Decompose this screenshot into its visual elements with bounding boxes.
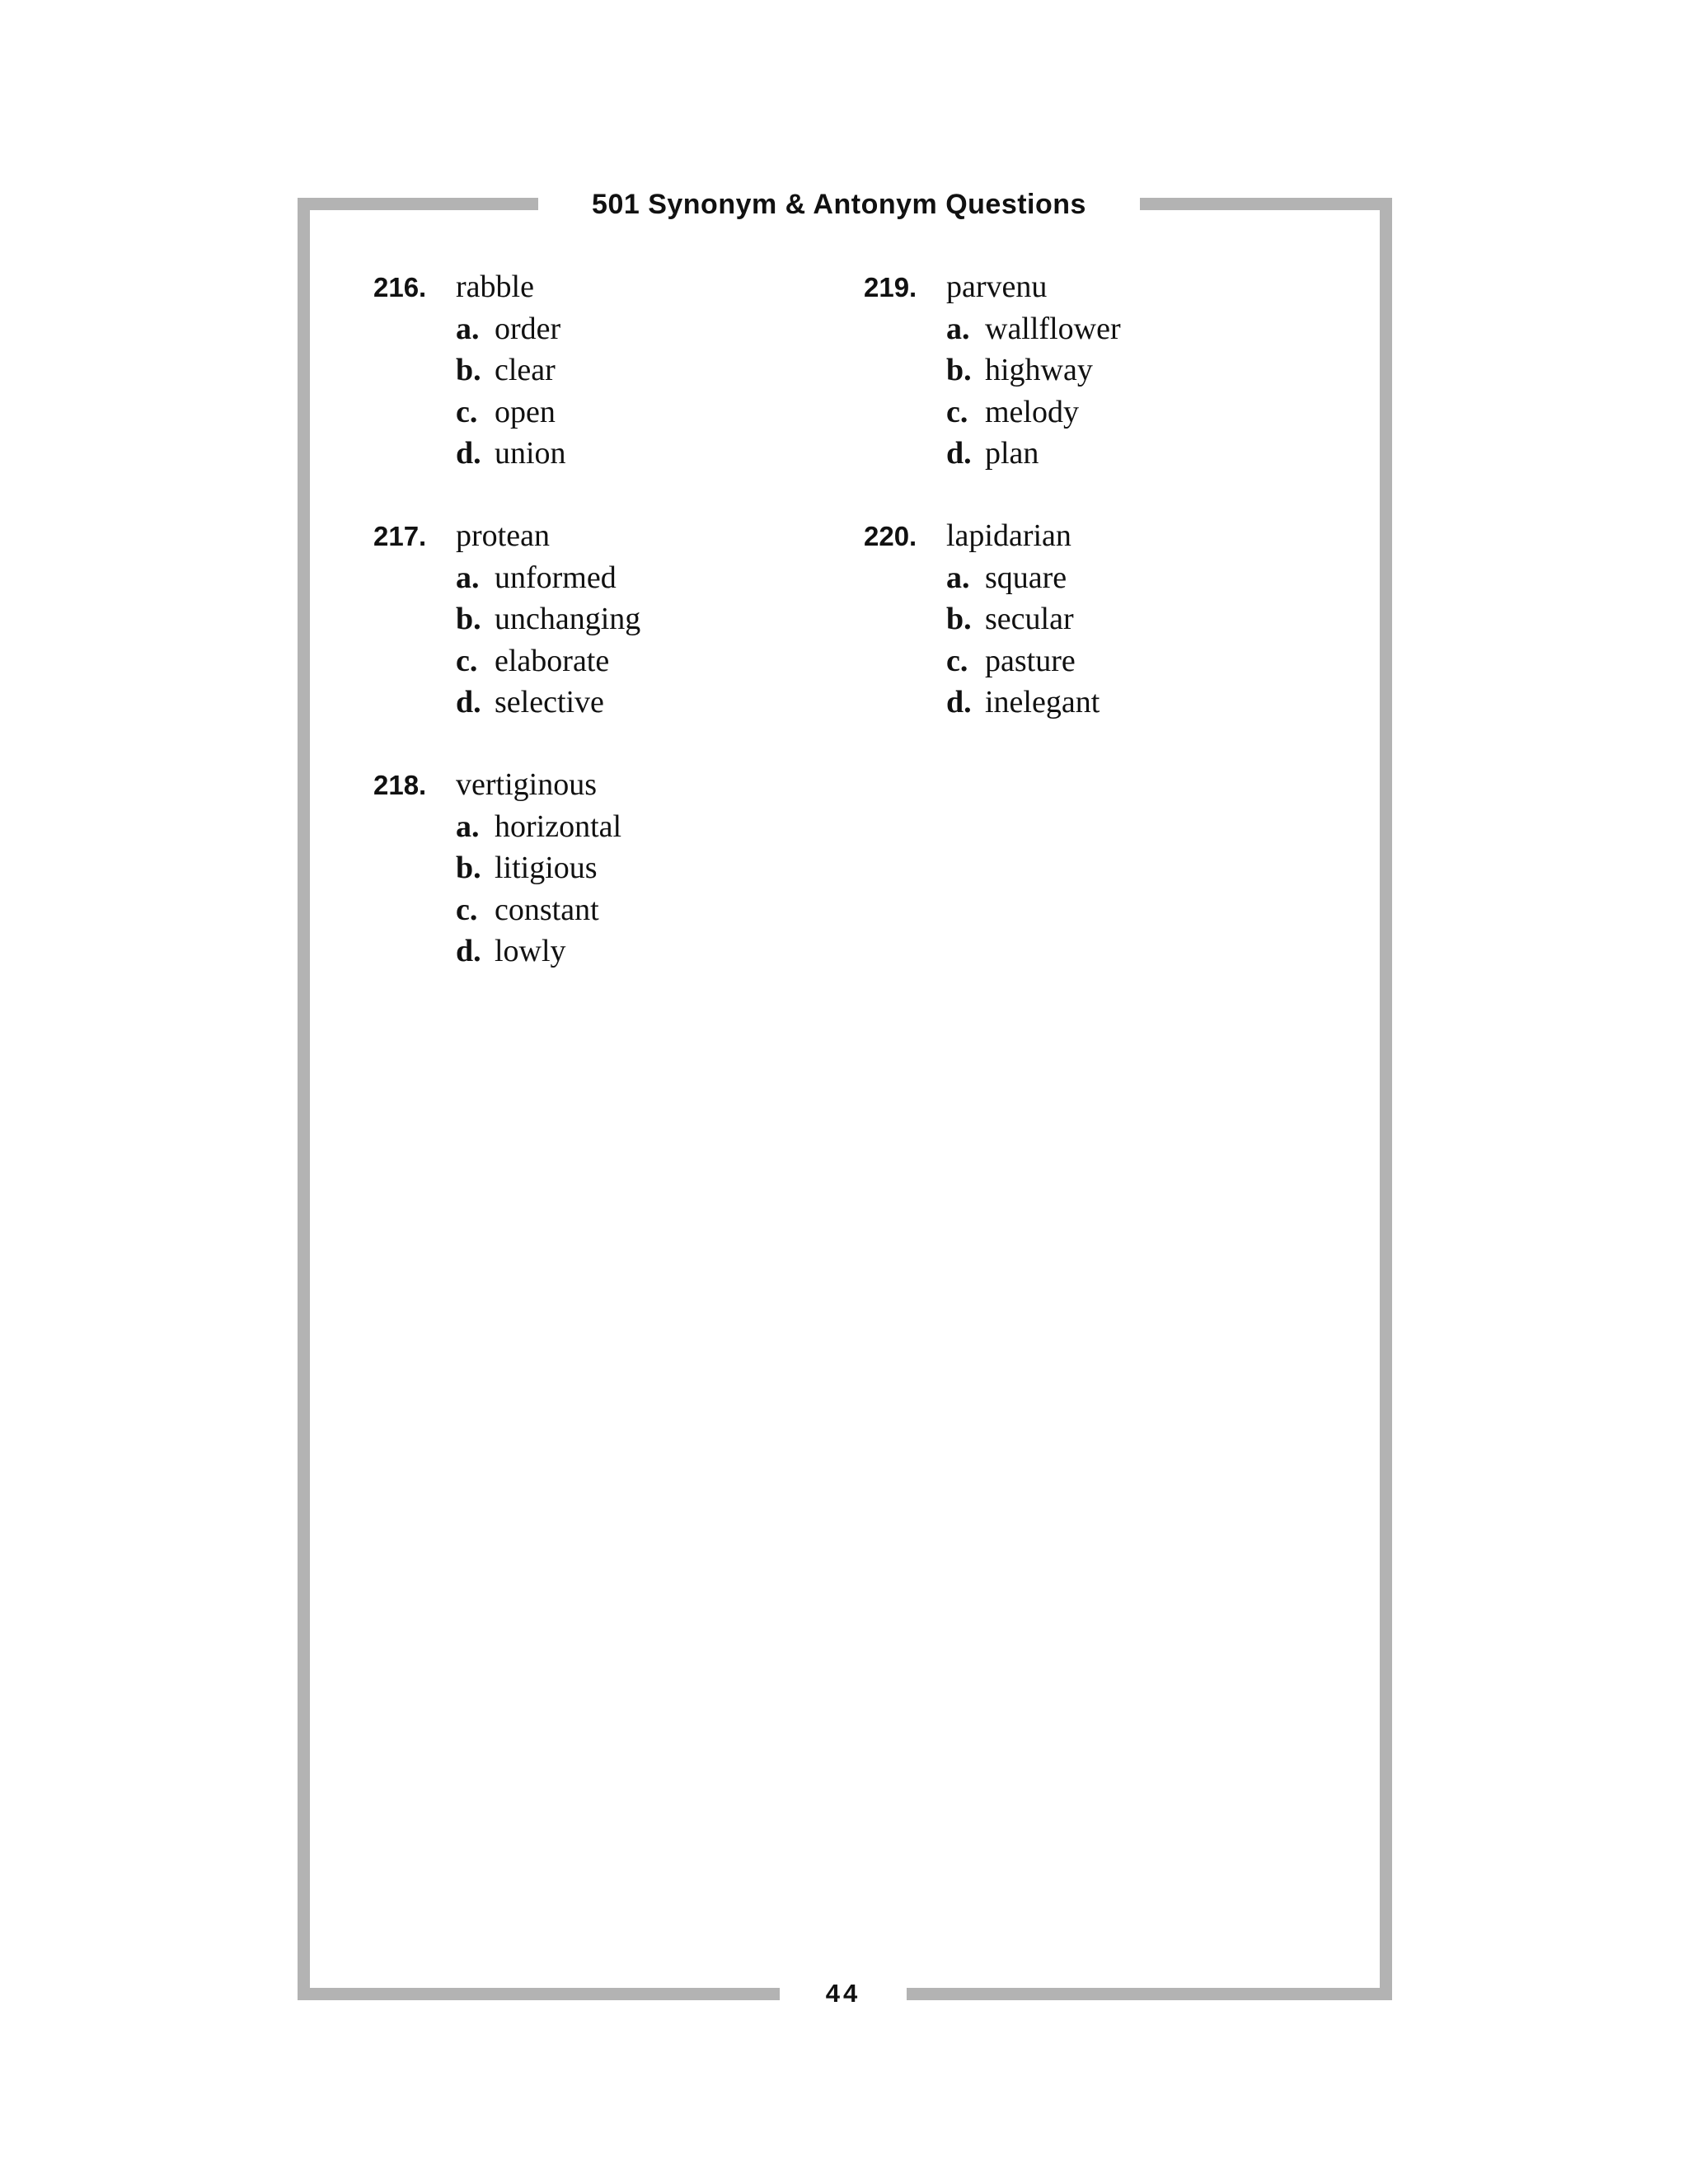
option-letter: c. (456, 892, 478, 927)
option-text: selective (495, 685, 604, 719)
question-220 (864, 515, 1292, 724)
answer-options (456, 557, 802, 724)
frame-bottom-right-bar (907, 1988, 1392, 2000)
question-number: 220. (864, 521, 917, 551)
option-text: constant (495, 892, 599, 927)
option-text: union (495, 436, 566, 471)
option-text: highway (985, 353, 1093, 387)
frame-left-bar (298, 198, 310, 2000)
question-number: 216. (373, 272, 427, 302)
option-text: inelegant (985, 685, 1100, 719)
question-word: parvenu (946, 269, 1048, 304)
option-text: clear (495, 353, 556, 387)
question-word: rabble (456, 269, 534, 304)
page-title: 501 Synonym & Antonym Questions (592, 189, 1086, 220)
option-letter: a. (946, 560, 970, 595)
option-c (456, 640, 802, 682)
option-d (456, 433, 802, 475)
option-letter: d. (946, 685, 972, 719)
frame-bottom-left-bar (298, 1988, 780, 2000)
option-b (456, 598, 802, 640)
question-number: 219. (864, 272, 917, 302)
option-c (946, 640, 1292, 682)
option-letter: b. (456, 602, 481, 636)
option-a (456, 308, 802, 350)
page-number: 44 (825, 1979, 861, 2008)
option-text: unchanging (495, 602, 641, 636)
question-218 (373, 764, 802, 972)
frame-right-bar (1380, 198, 1392, 2000)
option-d (946, 682, 1292, 724)
option-text: unformed (495, 560, 617, 595)
option-text: wallflower (985, 311, 1121, 346)
option-text: lowly (495, 934, 566, 968)
answer-options (456, 308, 802, 475)
option-b (456, 847, 802, 889)
option-text: pasture (985, 643, 1076, 678)
option-letter: c. (946, 394, 968, 429)
option-letter: b. (456, 353, 481, 387)
answer-options (946, 308, 1292, 475)
option-letter: d. (456, 934, 481, 968)
option-c (456, 889, 802, 931)
option-letter: a. (456, 311, 480, 346)
option-b (456, 349, 802, 391)
question-word: vertiginous (456, 767, 597, 802)
option-text: open (495, 394, 556, 429)
answer-options (946, 557, 1292, 724)
frame-top-left-bar (298, 198, 538, 210)
question-216 (373, 266, 802, 475)
option-letter: a. (946, 311, 970, 346)
option-letter: c. (456, 643, 478, 678)
option-text: litigious (495, 851, 598, 885)
option-a (456, 557, 802, 599)
question-219 (864, 266, 1292, 475)
option-letter: b. (946, 602, 972, 636)
option-text: elaborate (495, 643, 610, 678)
option-b (946, 349, 1292, 391)
question-number: 217. (373, 521, 427, 551)
option-a (946, 308, 1292, 350)
option-letter: d. (456, 685, 481, 719)
option-text: secular (985, 602, 1074, 636)
question-word: lapidarian (946, 518, 1071, 553)
option-c (456, 391, 802, 434)
option-d (946, 433, 1292, 475)
question-word: protean (456, 518, 550, 553)
option-letter: a. (456, 560, 480, 595)
option-text: plan (985, 436, 1039, 471)
option-a (456, 806, 802, 848)
option-a (946, 557, 1292, 599)
option-c (946, 391, 1292, 434)
frame-top-right-bar (1140, 198, 1392, 210)
option-text: melody (985, 394, 1079, 429)
option-letter: a. (456, 808, 480, 844)
option-letter: c. (456, 394, 478, 429)
question-217 (373, 515, 802, 724)
option-d (456, 930, 802, 972)
option-text: horizontal (495, 808, 622, 844)
option-letter: b. (946, 353, 972, 387)
option-text: order (495, 311, 561, 346)
option-letter: c. (946, 643, 968, 678)
option-text: square (985, 560, 1067, 595)
option-d (456, 682, 802, 724)
question-number: 218. (373, 770, 427, 800)
option-b (946, 598, 1292, 640)
option-letter: d. (946, 436, 972, 471)
answer-options (456, 806, 802, 972)
option-letter: b. (456, 851, 481, 885)
option-letter: d. (456, 436, 481, 471)
